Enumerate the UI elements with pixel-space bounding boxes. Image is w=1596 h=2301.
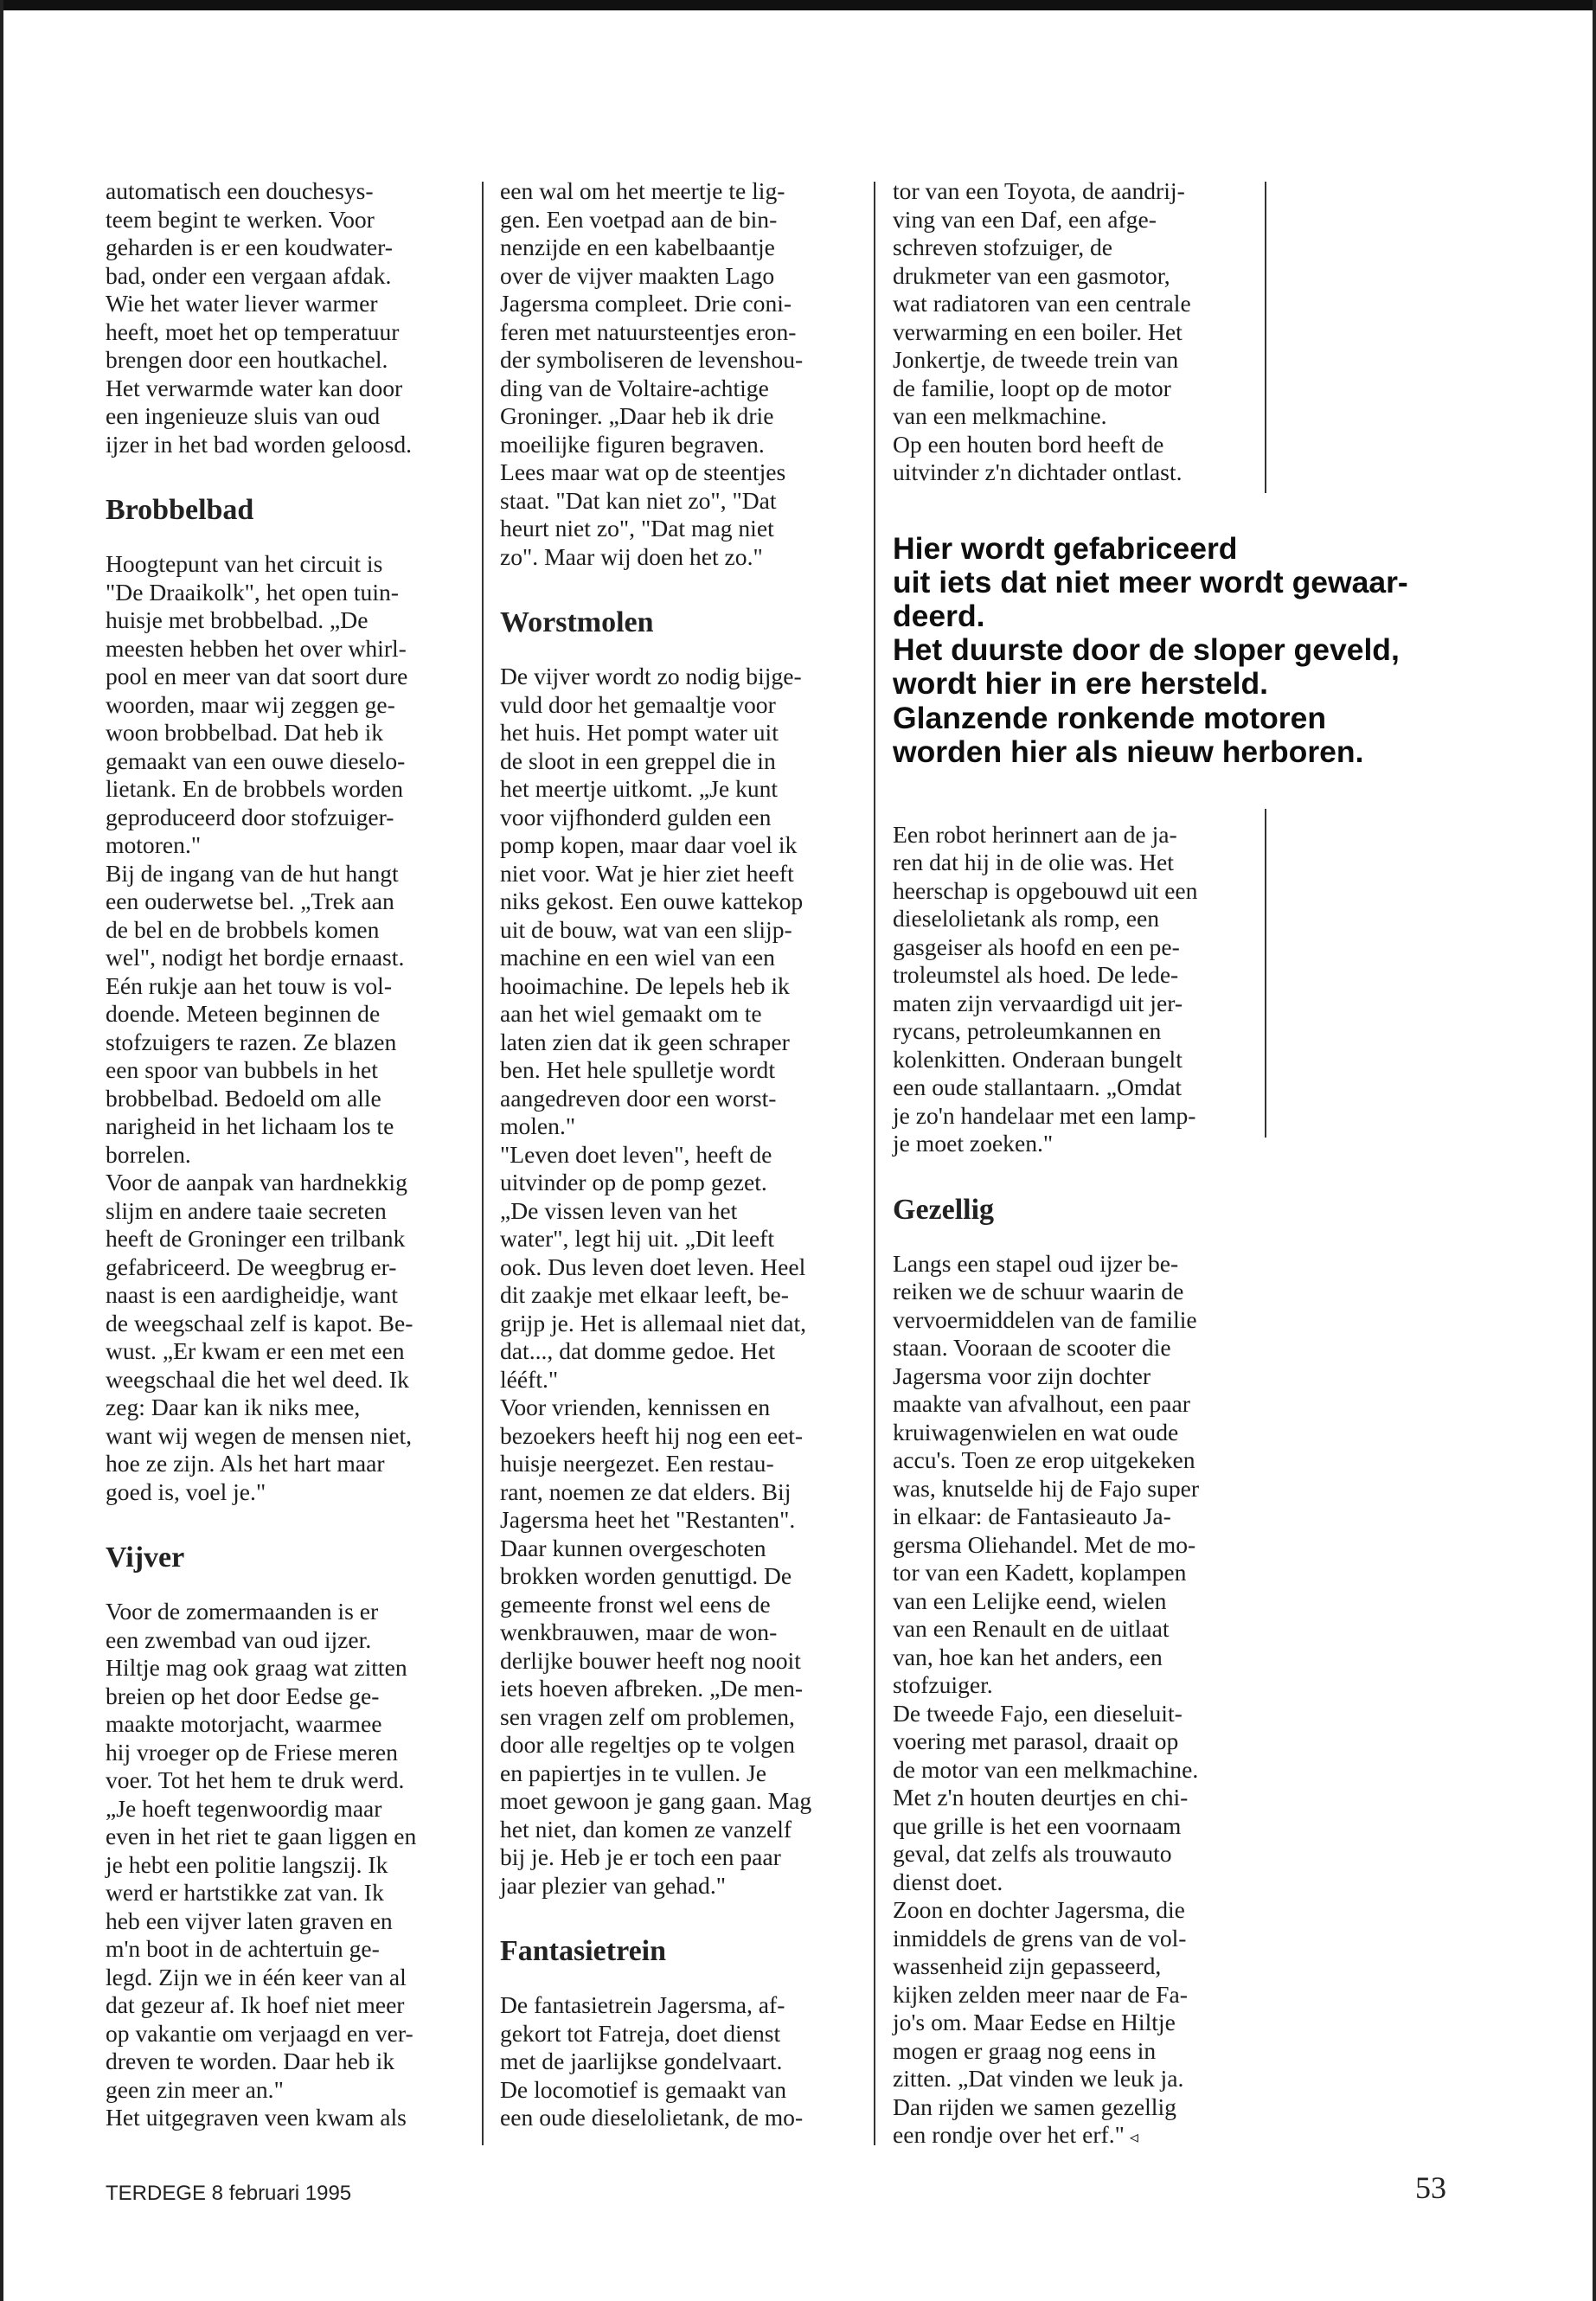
text-line: reiken we de schuur waarin de [893, 1278, 1184, 1305]
text-line: kolenkitten. Onderaan bungelt [893, 1045, 1183, 1073]
text-line: jaar plezier van gehad." [500, 1871, 726, 1899]
text-line: goed is, voel je." [106, 1477, 266, 1505]
col2-intro [500, 177, 863, 571]
text-line: Voor de zomermaanden is er [106, 1598, 379, 1625]
text-line: woon brobbelbad. Dat heb ik [106, 719, 384, 746]
text-line: dienst doet. [893, 1868, 1003, 1895]
scan-right-border [1593, 0, 1596, 2301]
heading-worstmolen: Worstmolen [500, 606, 654, 638]
text-line: m'n boot in de achtertuin ge- [106, 1935, 380, 1962]
text-line: brengen door een houtkachel. [106, 346, 388, 373]
text-line: ben. Het hele spulletje wordt [500, 1056, 776, 1083]
text-line: brokken worden genuttigd. De [500, 1562, 792, 1589]
text-line: Voor de aanpak van hardnekkig [106, 1169, 407, 1195]
text-line: deerd. [893, 598, 985, 633]
text-line: uitvinder op de pomp gezet. [500, 1169, 767, 1195]
text-line: op vakantie om verjaagd en ver- [106, 2019, 413, 2047]
text-line: „Je hoeft tegenwoordig maar [106, 1794, 382, 1822]
text-line: der symboliseren de levenshou- [500, 346, 804, 373]
text-line: geharden is er een koudwater- [106, 234, 393, 260]
text-line: De vijver wordt zo nodig bijge- [500, 663, 802, 689]
text-line: molen." [500, 1112, 576, 1139]
text-line: geen zin meer an." [106, 2075, 284, 2103]
text-line: dat gezeur af. Ik hoef niet meer [106, 1991, 405, 2018]
text-line: Jagersma compleet. Drie coni- [500, 290, 792, 317]
text-line: Jagersma voor zijn dochter [893, 1362, 1151, 1389]
text-line: voor vijfhonderd gulden een [500, 803, 772, 830]
text-line: vervoermiddelen van de familie [893, 1305, 1197, 1333]
text-line: het huis. Het pompt water uit [500, 719, 779, 746]
text-line: Op een houten bord heeft de [893, 430, 1164, 458]
text-line: troleumstel als hoed. De lede- [893, 961, 1179, 989]
page-number: 53 [1415, 2170, 1446, 2205]
column-divider-1 [482, 182, 484, 2145]
text-line: de bel en de brobbels komen [106, 915, 380, 943]
text-line: van een melkmachine. [893, 402, 1107, 429]
text-line: ding van de Voltaire-achtige [500, 374, 769, 401]
text-line: een oude stallantaarn. „Omdat [893, 1074, 1183, 1101]
text-line: kijken zelden meer naar de Fa- [893, 1980, 1188, 2008]
text-line: moet gewoon je gang gaan. Mag [500, 1787, 812, 1814]
text-line: voer. Tot het hem te druk werd. [106, 1766, 405, 1793]
text-line: Hier wordt gefabriceerd [893, 530, 1238, 566]
text-line: staat. "Dat kan niet zo", "Dat [500, 486, 777, 514]
column-2 [500, 177, 863, 2132]
text-line: De tweede Fajo, een dieseluit- [893, 1699, 1183, 1727]
text-line: borrelen. [106, 1140, 191, 1168]
text-line: je zo'n handelaar met een lamp- [893, 1101, 1196, 1129]
text-line: niks gekost. Een ouwe kattekop [500, 888, 804, 914]
text-line: "De Draaikolk", het open tuin- [106, 578, 399, 606]
scan-left-border [0, 0, 3, 2301]
text-line: staan. Vooraan de scooter die [893, 1334, 1171, 1362]
text-line: Jagersma heet het "Restanten". [500, 1506, 796, 1533]
text-line: je hebt een politie langszij. Ik [106, 1850, 388, 1878]
text-line: weegschaal die het wel deed. Ik [106, 1365, 409, 1393]
text-line: maakte van afvalhout, een paar [893, 1390, 1190, 1418]
text-line: Hoogtepunt van het circuit is [106, 550, 383, 577]
text-line: rycans, petroleumkannen en [893, 1017, 1162, 1045]
text-line: worden hier als nieuw herboren. [893, 734, 1364, 769]
text-line: gen. Een voetpad aan de bin- [500, 205, 778, 233]
col2-fantasietrein-text [500, 1991, 863, 2132]
text-line: werd er hartstikke zat van. Ik [106, 1879, 384, 1906]
text-line: legd. Zijn we in één keer van al [106, 1963, 407, 1990]
text-line: van een Renault en de uitlaat [893, 1615, 1170, 1643]
text-line: ijzer in het bad worden geloosd. [106, 430, 413, 458]
text-line: de weegschaal zelf is kapot. Be- [106, 1309, 413, 1336]
text-line: bezoekers heeft hij nog een eet- [500, 1421, 804, 1449]
text-line: De locomotief is gemaakt van [500, 2075, 787, 2103]
text-line: huisje neergezet. Een restau- [500, 1450, 774, 1477]
text-line: verwarming en een boiler. Het [893, 317, 1183, 345]
text-line: drukmeter van een gasmotor, [893, 261, 1170, 289]
text-line: Het duurste door de sloper geveld, [893, 632, 1400, 668]
text-line: Lees maar wat op de steentjes [500, 458, 786, 485]
text-line: lietank. En de brobbels worden [106, 775, 404, 802]
text-line: gersma Oliehandel. Met de mo- [893, 1530, 1196, 1558]
text-line: gemaakt van een ouwe dieselo- [106, 747, 406, 774]
text-line: heb een vijver laten graven en [106, 1907, 393, 1934]
text-line: aangedreven door een worst- [500, 1084, 777, 1112]
text-line: ren dat hij in de olie was. Het [893, 849, 1174, 876]
text-line: wel", nodigt het bordje ernaast. [106, 944, 405, 971]
text-line: het meertje uitkomt. „Je kunt [500, 775, 779, 802]
text-line: Wie het water liever warmer [106, 290, 378, 317]
text-line: pomp kopen, maar daar voel ik [500, 831, 798, 858]
text-line: in elkaar: de Fantasieauto Ja- [893, 1503, 1171, 1530]
text-line: heerschap is opgebouwd uit een [893, 876, 1198, 904]
text-line: bad, onder een vergaan afdak. [106, 261, 392, 289]
text-line: gemeente fronst wel eens de [500, 1590, 771, 1618]
heading-vijver: Vijver [106, 1541, 185, 1574]
column-1 [106, 177, 469, 2132]
footer-magazine-date: TERDEGE 8 februari 1995 [106, 2182, 352, 2205]
text-line: Langs een stapel oud ijzer be- [893, 1249, 1179, 1277]
column-3 [893, 177, 1408, 2152]
text-line: vuld door het gemaaltje voor [500, 690, 776, 718]
text-line: een wal om het meertje te lig- [500, 177, 785, 204]
text-line: Voor vrienden, kennissen en [500, 1394, 771, 1420]
text-line: inmiddels de grens van de vol- [893, 1924, 1187, 1952]
text-line: schreven stofzuiger, de [893, 234, 1113, 260]
column-divider-2 [874, 182, 875, 2145]
text-line: water", legt hij uit. „Dit leeft [500, 1225, 774, 1252]
text-line: zeg: Daar kan ik niks mee, [106, 1394, 361, 1420]
text-line: tor van een Kadett, koplampen [893, 1559, 1187, 1586]
text-line: dat..., dat domme gedoe. Het [500, 1337, 776, 1364]
text-line: hooimachine. De lepels heb ik [500, 971, 790, 999]
text-line: uitvinder z'n dichtader ontlast. [893, 458, 1183, 485]
text-line: Het uitgegraven veen kwam als [106, 2104, 407, 2131]
text-line: „De vissen leven van het [500, 1196, 738, 1224]
heading-brobbelbad: Brobbelbad [106, 494, 254, 526]
text-line: Bij de ingang van de hut hangt [106, 859, 399, 887]
text-line: Dan rijden we samen gezellig [893, 2093, 1176, 2120]
text-line: geproduceerd door stofzuiger- [106, 803, 394, 830]
text-line: even in het riet te gaan liggen en [106, 1823, 417, 1849]
text-line: maten zijn vervaardigd uit jer- [893, 989, 1183, 1016]
col1-vijver-text [106, 1598, 469, 2132]
text-line: een zwembad van oud ijzer. [106, 1625, 372, 1653]
text-line: de familie, loopt op de motor [893, 374, 1171, 401]
text-line: meesten hebben het over whirl- [106, 634, 407, 662]
text-line: geval, dat zelfs als trouwauto [893, 1840, 1172, 1868]
text-line: que grille is het een voornaam [893, 1811, 1182, 1839]
text-line: breien op het door Eedse ge- [106, 1682, 380, 1709]
text-line: Hiltje mag ook graag wat zitten [106, 1654, 407, 1681]
text-line: was, knutselde hij de Fajo super [893, 1474, 1200, 1502]
text-line: stofzuigers te razen. Ze blazen [106, 1028, 397, 1055]
text-line: rant, noemen ze dat elders. Bij [500, 1477, 792, 1505]
text-line: accu's. Toen ze erop uitgekeken [893, 1446, 1195, 1474]
text-line: aan het wiel gemaakt om te [500, 1000, 762, 1027]
text-line: Eén rukje aan het touw is vol- [106, 971, 393, 999]
text-line: voering met parasol, draait op [893, 1727, 1179, 1755]
text-line: Zoon en dochter Jagersma, die [893, 1896, 1185, 1924]
text-line: jo's om. Maar Eedse en Hiltje [893, 2009, 1176, 2036]
text-line: een ingenieuze sluis van oud [106, 402, 381, 429]
text-line: narigheid in het lichaam los te [106, 1112, 394, 1139]
text-line: wust. „Er kwam er een met een [106, 1337, 405, 1364]
text-line: dit zaakje met elkaar leeft, be- [500, 1281, 789, 1308]
col3-intro [893, 177, 1269, 487]
text-line: uit iets dat niet meer wordt gewaar- [893, 564, 1408, 599]
heading-gezellig: Gezellig [893, 1193, 995, 1226]
text-line: Groninger. „Daar heb ik drie [500, 402, 774, 429]
text-line: moeilijke figuren begraven. [500, 430, 765, 458]
text-line: machine en een wiel van een [500, 944, 775, 971]
text-line: hij vroeger op de Friese meren [106, 1738, 398, 1766]
text-line: ook. Dus leven doet leven. Heel [500, 1253, 806, 1280]
text-line: "Leven doet leven", heeft de [500, 1140, 772, 1168]
text-line: huisje met brobbelbad. „De [106, 606, 369, 633]
text-line: Glanzende ronkende motoren [893, 700, 1327, 735]
text-line: grijp je. Het is allemaal niet dat, [500, 1309, 807, 1336]
text-line: met de jaarlijkse gondelvaart. [500, 2048, 783, 2074]
text-line: sen vragen zelf om problemen, [500, 1702, 795, 1730]
col3-robot-text [893, 821, 1269, 1158]
text-line: gekort tot Fatreja, doet dienst [500, 2019, 781, 2047]
text-line: Een robot herinnert aan de ja- [893, 820, 1177, 848]
text-line: laten zien dat ik geen schraper [500, 1028, 790, 1055]
text-line: een ouderwetse bel. „Trek aan [106, 888, 394, 914]
end-of-article-icon: ◃ [1129, 2128, 1138, 2148]
text-line: heeft, moet het op temperatuur [106, 317, 400, 345]
text-line: lééft." [500, 1365, 559, 1393]
col1-intro [106, 177, 469, 458]
text-line: over de vijver maakten Lago [500, 261, 775, 289]
col3-gezellig-text [893, 1250, 1269, 2152]
text-line: een oude dieselolietank, de mo- [500, 2104, 804, 2131]
text-line: heurt niet zo", "Dat mag niet [500, 515, 774, 542]
text-line: stofzuiger. [893, 1671, 993, 1699]
text-line: gasgeiser als hoofd en een pe- [893, 933, 1180, 960]
text-line: door alle regeltjes op te volgen [500, 1731, 795, 1758]
text-line: Met z'n houten deurtjes en chi- [893, 1784, 1189, 1811]
text-line: nenzijde en een kabelbaantje [500, 234, 775, 260]
text-line: wassenheid zijn gepasseerd, [893, 1952, 1162, 1980]
text-line: slijm en andere taaie secreten [106, 1196, 387, 1224]
text-line: derlijke bouwer heeft nog nooit [500, 1646, 801, 1674]
scan-top-border [0, 0, 1596, 10]
text-line: de motor van een melkmachine. [893, 1755, 1199, 1783]
text-line: De fantasietrein Jagersma, af- [500, 1991, 785, 2018]
text-line: hoe ze zijn. Als het hart maar [106, 1450, 385, 1477]
col2-worstmolen-text [500, 663, 863, 1900]
text-line: kruiwagenwielen en wat oude [893, 1418, 1179, 1445]
text-line: wordt hier in ere hersteld. [893, 666, 1268, 702]
text-line: wenkbrauwen, maar de won- [500, 1618, 778, 1645]
heading-fantasietrein: Fantasietrein [500, 1935, 667, 1967]
text-line: want wij wegen de mensen niet, [106, 1421, 413, 1449]
text-line: naast is een aardigheidje, want [106, 1281, 398, 1308]
text-line: zo". Maar wij doen het zo." [500, 542, 763, 570]
text-line: automatisch een douchesys- [106, 177, 374, 204]
text-line: brobbelbad. Bedoeld om alle [106, 1084, 381, 1112]
text-line: dieselolietank als romp, een [893, 905, 1160, 933]
text-line: mogen er graag nog eens in [893, 2036, 1157, 2064]
text-line: heeft de Groninger een trilbank [106, 1225, 406, 1252]
pull-quote [893, 532, 1412, 769]
text-line: het niet, dan komen ze vanzelf [500, 1815, 792, 1843]
text-line: de sloot in een greppel die in [500, 747, 776, 774]
text-line: doende. Meteen beginnen de [106, 1000, 381, 1027]
text-line: tor van een Toyota, de aandrij- [893, 177, 1185, 204]
text-line: een spoor van bubbels in het [106, 1056, 378, 1083]
text-line: woorden, maar wij zeggen ge- [106, 690, 395, 718]
text-line: pool en meer van dat soort dure [106, 663, 408, 689]
text-line: niet voor. Wat je hier ziet heeft [500, 859, 794, 887]
text-line: Het verwarmde water kan door [106, 374, 403, 401]
text-line: dreven te worden. Daar heb ik [106, 2048, 395, 2074]
text-line: bij je. Heb je er toch een paar [500, 1843, 781, 1870]
text-line: teem begint te werken. Voor [106, 205, 375, 233]
text-line: ving van een Daf, een afge- [893, 205, 1157, 233]
text-line: zitten. „Dat vinden we leuk ja. [893, 2065, 1184, 2093]
text-line: uit de bouw, wat van een slijp- [500, 915, 792, 943]
text-line: motoren." [106, 831, 202, 858]
text-line: feren met natuursteentjes eron- [500, 317, 797, 345]
text-line: wat radiatoren van een centrale [893, 290, 1191, 317]
text-line: gefabriceerd. De weegbrug er- [106, 1253, 397, 1280]
text-line: maakte motorjacht, waarmee [106, 1710, 382, 1737]
text-line: en papiertjes in te vullen. Je [500, 1759, 767, 1786]
text-line: je moet zoeken." [893, 1130, 1054, 1157]
text-line: iets hoeven afbreken. „De men- [500, 1675, 804, 1702]
text-line: een rondje over het erf." ◃ [893, 2121, 1138, 2149]
text-line: van, hoe kan het anders, een [893, 1643, 1163, 1670]
text-line: van een Lelijke eend, wielen [893, 1586, 1167, 1614]
text-line: Jonkertje, de tweede trein van [893, 346, 1179, 373]
text-line: Daar kunnen overgeschoten [500, 1534, 766, 1561]
col1-brobbelbad-text [106, 550, 469, 1506]
